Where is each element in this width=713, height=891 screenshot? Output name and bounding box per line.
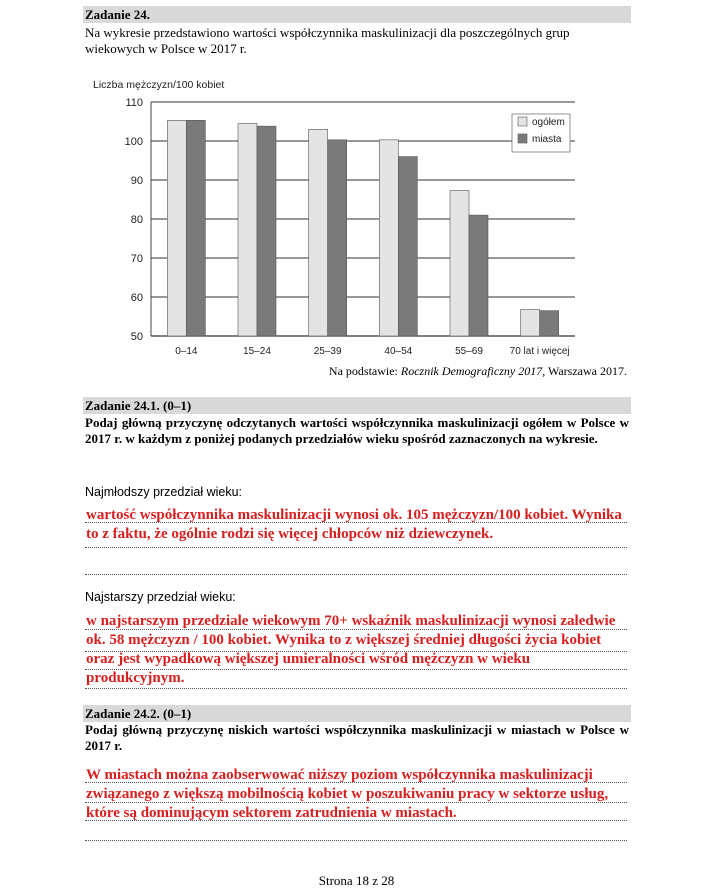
oldest-answer: w najstarszym przedziale wiekowym 70+ wskaźnik maskulinizacji wynosi zaledwie ok. 58 mężczyzn / 100 kobiet. Wynika to z większej średniej długości życia kobiet oraz jest wypadkową większej umieralności wśród mężczyzn w wieku produkcyjnym. <box>86 613 616 686</box>
bar-ogółem <box>167 120 186 336</box>
oldest-label: Najstarszy przedział wieku: <box>85 590 236 604</box>
source-suffix: , Warszawa 2017. <box>542 364 627 378</box>
bar-miasta <box>540 311 559 336</box>
youngest-label: Najmłodszy przedział wieku: <box>85 485 243 499</box>
task-24-1-header: Zadanie 24.1. (0–1) <box>83 397 631 414</box>
y-tick-label: 90 <box>130 175 143 187</box>
task-24-intro: Na wykresie przedstawiono wartości współczynnika maskulinizacji dla poszczególnych grup wiekowych w Polsce w 2017 r. <box>85 25 570 56</box>
legend-label-ogółem: ogółem <box>532 117 565 128</box>
source-title: Rocznik Demograficzny 2017 <box>400 364 543 378</box>
y-tick-label: 110 <box>125 97 143 109</box>
bar-ogółem <box>379 140 398 336</box>
y-tick-label: 60 <box>130 292 143 304</box>
bar-miasta <box>257 126 276 336</box>
task-24-header: Zadanie 24. <box>83 6 631 23</box>
x-tick-label: 0–14 <box>175 346 198 357</box>
bar-miasta <box>186 120 205 336</box>
x-tick-label: 55–69 <box>455 346 483 357</box>
bar-miasta <box>469 215 488 336</box>
y-tick-label: 50 <box>130 331 143 343</box>
x-tick-label: 15–24 <box>243 346 271 357</box>
legend-label-miasta: miasta <box>532 134 562 145</box>
task-24-2-header: Zadanie 24.2. (0–1) <box>83 705 631 722</box>
legend-swatch-miasta <box>518 134 527 143</box>
answer-line <box>85 574 627 575</box>
source-note <box>329 364 627 379</box>
answer-line <box>85 840 627 841</box>
y-axis-label: Liczba mężczyzn/100 kobiet <box>93 79 225 91</box>
bar-ogółem <box>450 191 469 336</box>
x-tick-label: 40–54 <box>384 346 413 357</box>
bar-ogółem <box>309 129 328 336</box>
youngest-answer: wartość współczynnika maskulinizacji wynosi ok. 105 mężczyzn/100 kobiet. Wynika to z faktu, że ogólnie rodzi się więcej chłopców niż dziewczynek. <box>86 507 622 542</box>
answer-line <box>85 547 627 548</box>
page-number: Strona 18 z 28 <box>318 873 395 888</box>
bar-miasta <box>398 157 417 336</box>
bar-ogółem <box>521 309 540 336</box>
x-tick-label: 25–39 <box>313 346 342 357</box>
y-tick-label: 80 <box>130 214 143 226</box>
task-24-1-instruction: Podaj główną przyczynę odczytanych wartości współczynnika maskulinizacji ogółem w Polsce w 2017 r. w każdym z poniżej podanych przedziałów wieku spośród zaznaczonych na wykresie. <box>85 415 629 446</box>
answer-line <box>85 688 627 689</box>
source-prefix: Na podstawie: <box>328 364 401 378</box>
bar-miasta <box>328 140 347 336</box>
maskulinization-chart <box>85 72 605 360</box>
y-tick-label: 100 <box>124 136 143 148</box>
bar-ogółem <box>238 123 257 336</box>
cities-answer: W miastach można zaobserwować niższy poziom współczynnika maskulinizacji związanego z większą mobilnością kobiet w poszukiwaniu pracy w sektorze usług, które są dominującym sektorem zatrudnienia w miastach. <box>86 767 609 821</box>
x-tick-label: 70 lat i więcej <box>509 346 570 357</box>
legend-swatch-ogółem <box>518 117 527 126</box>
task-24-2-instruction: Podaj główną przyczynę niskich wartości współczynnika maskulinizacji w miastach w Polsce w 2017 r. <box>85 722 629 753</box>
y-tick-label: 70 <box>130 253 143 265</box>
